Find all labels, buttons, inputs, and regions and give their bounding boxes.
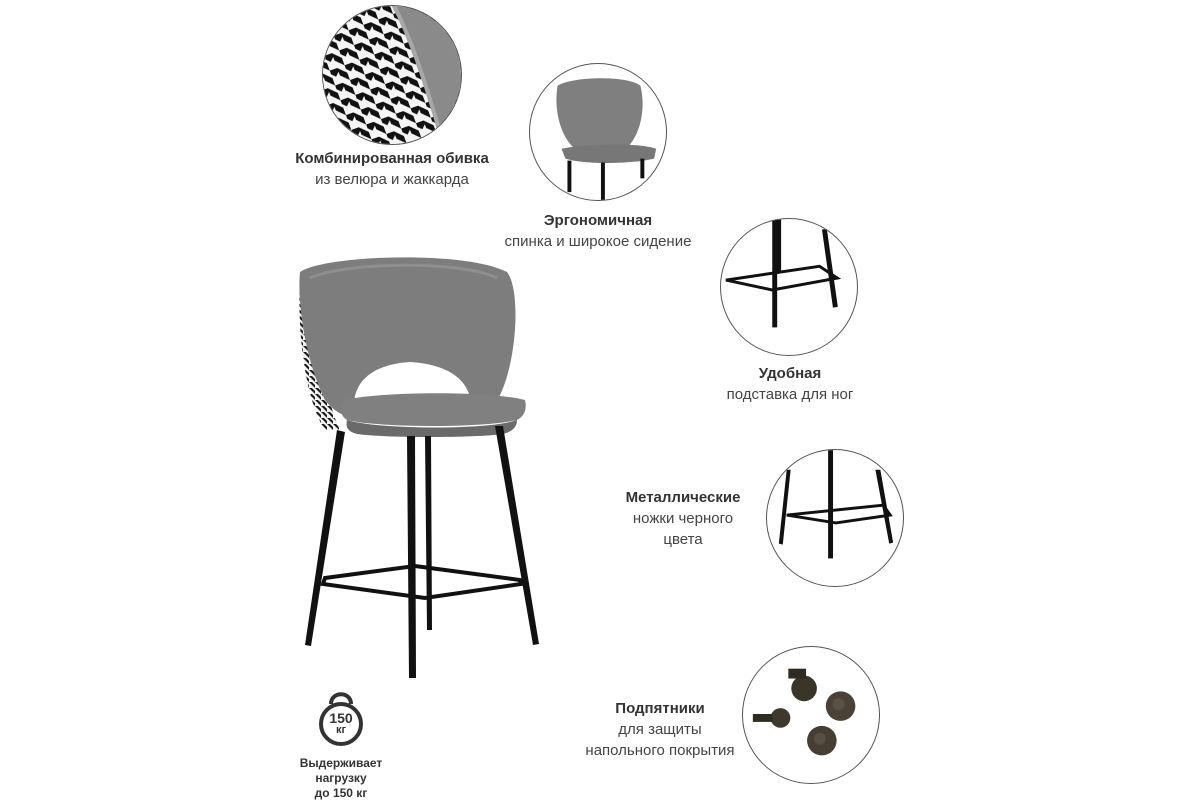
main-chair-image	[285, 250, 555, 680]
weight-unit: кг	[335, 724, 347, 736]
feature-caption-legs: Металлические ножки черного цвета	[625, 489, 741, 548]
feature-caption-footrest: Удобная подставка для ног	[726, 365, 854, 403]
floor-glides-image	[742, 646, 880, 784]
metal-legs-image	[766, 449, 904, 587]
weight-number: 150	[329, 710, 353, 726]
weight-kettlebell-icon	[316, 688, 366, 746]
feature-caption-ergonomic: Эргономичная спинка и широкое сидение	[504, 212, 692, 250]
footrest-detail-image	[720, 218, 858, 356]
feature-caption-glides: Подпятники для защиты напольного покрытия	[585, 700, 735, 759]
chair-back-image	[529, 63, 667, 201]
feature-caption-upholstery: Комбинированная обивка из велюра и жаккарда	[295, 150, 489, 188]
load-caption: Выдерживает нагрузку до 150 кг	[299, 756, 383, 800]
fabric-detail-image	[322, 5, 462, 145]
